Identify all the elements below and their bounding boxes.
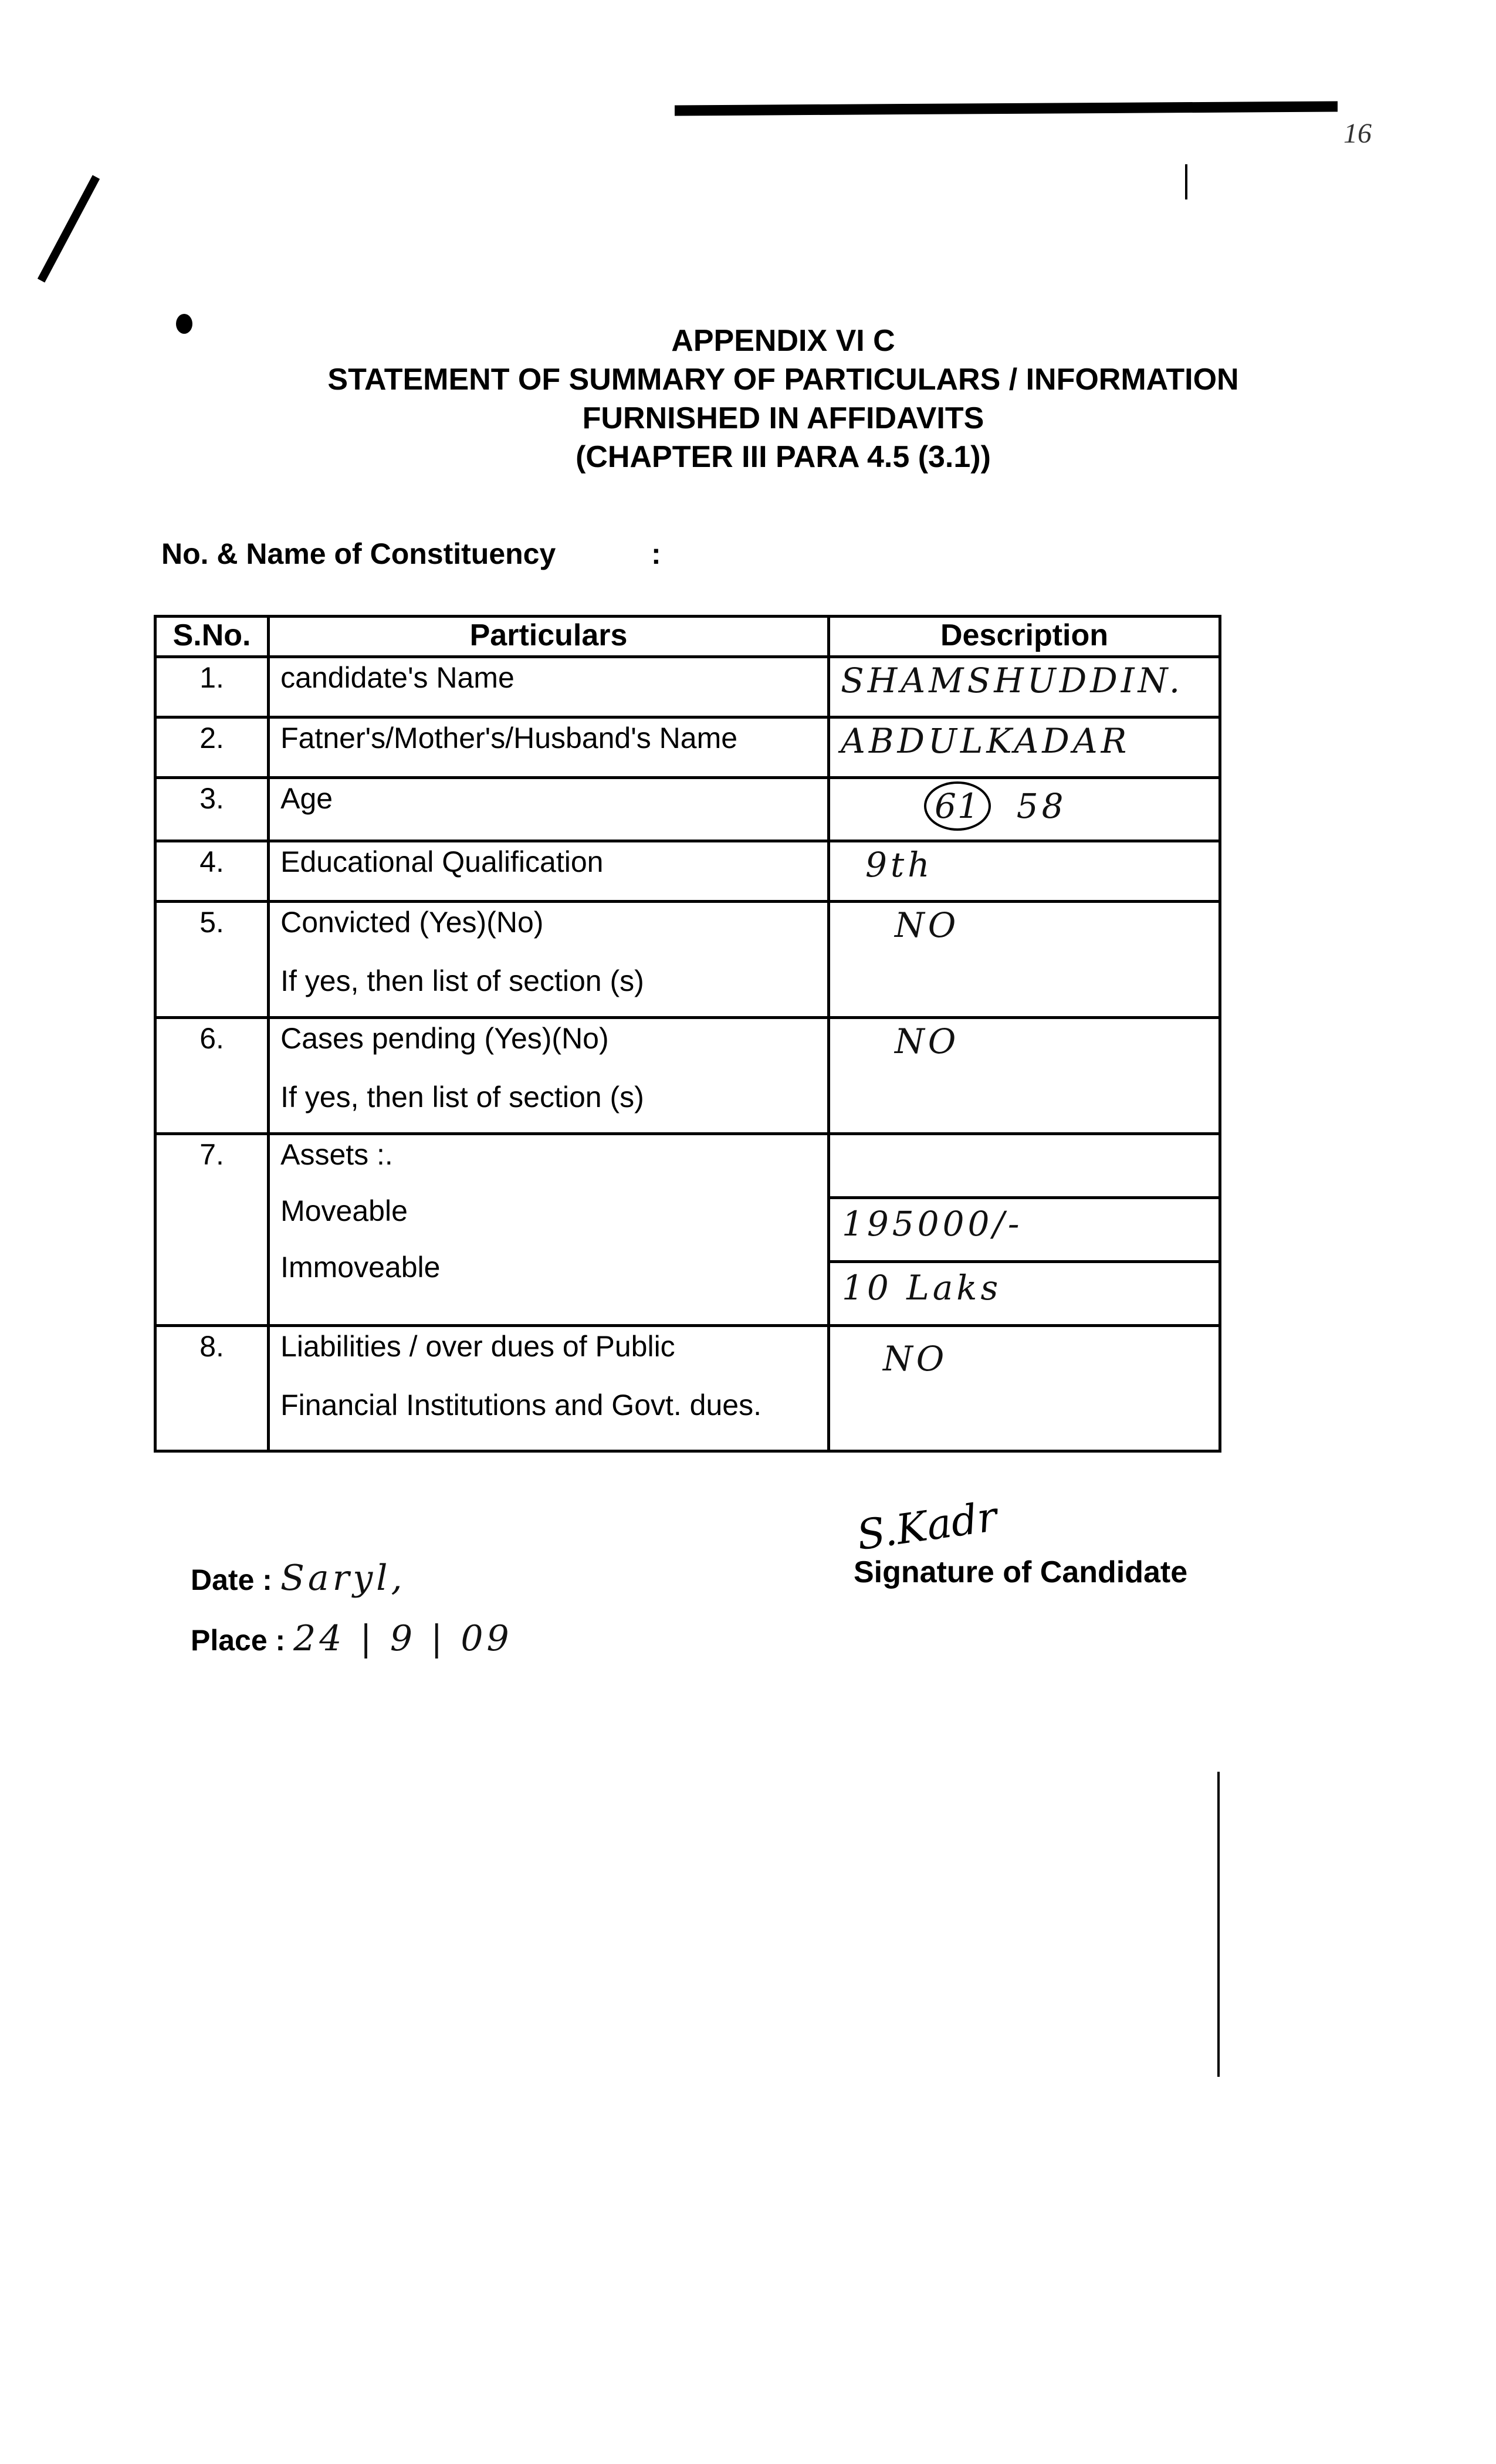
constituency-label: No. & Name of Constituency xyxy=(161,537,556,570)
table-row xyxy=(155,841,1220,902)
row-sno: 2. xyxy=(155,717,269,778)
row-description xyxy=(828,1018,1220,1134)
table-row xyxy=(155,1018,1220,1134)
table-header-row xyxy=(155,617,1220,657)
row-particular xyxy=(269,902,829,1018)
row-sno: 1. xyxy=(155,657,269,717)
row-description xyxy=(828,778,1220,841)
row-particular: Educational Qualification xyxy=(269,841,829,902)
row-particular: Fatner's/Mother's/Husband's Name xyxy=(269,717,829,778)
date-field xyxy=(191,1549,513,1609)
date-value: Saryl, xyxy=(280,1558,406,1599)
table-row xyxy=(155,717,1220,778)
row-particular xyxy=(269,1326,829,1451)
table-row xyxy=(155,1134,1220,1326)
table-row xyxy=(155,657,1220,717)
constituency-colon: : xyxy=(651,537,661,570)
liabilities-label: Liabilities / over dues of Public xyxy=(280,1330,675,1363)
liabilities-label-line2: Financial Institutions and Govt. dues. xyxy=(280,1389,761,1421)
date-place-block xyxy=(191,1549,513,1670)
assets-label: Assets :. xyxy=(280,1138,393,1171)
row-sno: 3. xyxy=(155,778,269,841)
row-description xyxy=(828,657,1220,717)
row-sno: 4. xyxy=(155,841,269,902)
place-value: 24 | 9 | 09 xyxy=(293,1618,513,1659)
scan-top-line xyxy=(675,101,1338,116)
row-particular xyxy=(269,1018,829,1134)
row-particular: candidate's Name xyxy=(269,657,829,717)
moveable-label: Moveable xyxy=(280,1194,408,1227)
row-sno: 6. xyxy=(155,1018,269,1134)
constituency-field xyxy=(161,537,661,571)
immoveable-label: Immoveable xyxy=(280,1251,441,1284)
row-description xyxy=(828,841,1220,902)
table-row xyxy=(155,778,1220,841)
immoveable-cell xyxy=(830,1263,1219,1324)
convicted-label: Convicted (Yes)(No) xyxy=(280,906,544,939)
table-row xyxy=(155,1326,1220,1451)
header-particulars: Particulars xyxy=(269,617,829,657)
scan-artifact-slash xyxy=(38,175,100,282)
cases-pending-value: NO xyxy=(894,1021,960,1061)
moveable-cell xyxy=(830,1199,1219,1263)
place-field xyxy=(191,1609,513,1670)
header-sno: S.No. xyxy=(155,617,269,657)
row-particular: Age xyxy=(269,778,829,841)
education-value: 9th xyxy=(865,845,933,885)
row-description xyxy=(828,902,1220,1018)
row-sno: 8. xyxy=(155,1326,269,1451)
appendix-title: APPENDIX VI C xyxy=(671,324,895,358)
age-value: 58 xyxy=(1016,786,1067,826)
chapter-reference: (CHAPTER III PARA 4.5 (3.1)) xyxy=(576,440,991,474)
row-description xyxy=(828,1326,1220,1451)
cases-pending-label: Cases pending (Yes)(No) xyxy=(280,1022,609,1055)
candidate-signature: S.Kadr xyxy=(854,1492,1000,1560)
scan-artifact-edge xyxy=(1217,1772,1220,2077)
particulars-table xyxy=(154,615,1221,1453)
statement-title: STATEMENT OF SUMMARY OF PARTICULARS / INFORMATION xyxy=(327,363,1239,397)
convicted-sections-label: If yes, then list of section (s) xyxy=(280,964,644,997)
assets-empty-cell xyxy=(830,1135,1219,1199)
place-label: Place : xyxy=(191,1624,286,1657)
cases-sections-label: If yes, then list of section (s) xyxy=(280,1081,644,1113)
liabilities-value: NO xyxy=(882,1339,948,1379)
candidate-name-value: SHAMSHUDDIN. xyxy=(840,661,1184,700)
page-number: 16 xyxy=(1343,118,1372,149)
row-sno: 5. xyxy=(155,902,269,1018)
scan-artifact-edge xyxy=(1185,164,1187,199)
convicted-value: NO xyxy=(894,905,960,945)
table-row xyxy=(155,902,1220,1018)
signature-label: Signature of Candidate xyxy=(854,1555,1188,1589)
row-particular xyxy=(269,1134,829,1326)
statement-subtitle: FURNISHED IN AFFIDAVITS xyxy=(582,401,984,435)
row-description xyxy=(828,717,1220,778)
date-label: Date : xyxy=(191,1563,272,1596)
immoveable-value: 10 Laks xyxy=(841,1268,1002,1308)
moveable-value: 195000/- xyxy=(841,1204,1023,1244)
age-circled-value: 61 xyxy=(924,781,991,831)
row-sno: 7. xyxy=(155,1134,269,1326)
header-description: Description xyxy=(828,617,1220,657)
row-description xyxy=(828,1134,1220,1326)
father-name-value: ABDULKADAR xyxy=(840,721,1131,761)
